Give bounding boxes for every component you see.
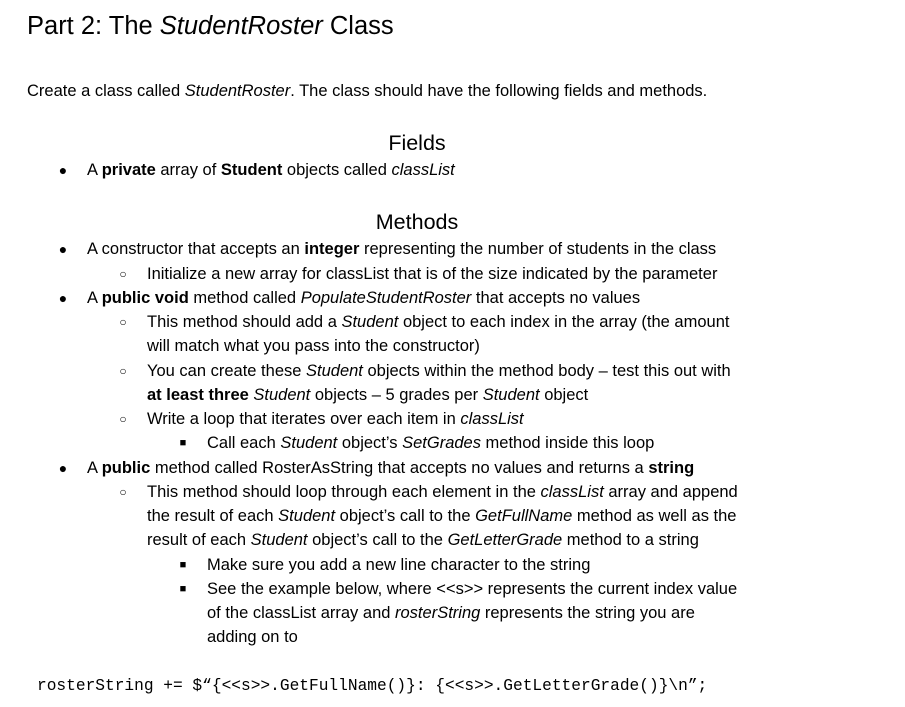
bullet-disc: ●	[58, 290, 68, 306]
roster-subsub2-line3: adding on to	[207, 628, 298, 646]
populate-sub2-line1: You can create these Student objects within the method body – test this out with	[147, 362, 731, 380]
method-constructor: A constructor that accepts an integer representing the number of students in the class	[87, 240, 717, 258]
bullet-circle: ○	[119, 364, 127, 378]
bullet-circle: ○	[119, 315, 127, 329]
intro-paragraph: Create a class called StudentRoster. The class should have the following fields and methods.	[27, 82, 708, 100]
method-constructor-sub: Initialize a new array for classList that is of the size indicated by the parameter	[147, 265, 718, 283]
bullet-square: ■	[179, 583, 187, 595]
bullet-disc: ●	[58, 162, 68, 178]
bullet-circle: ○	[119, 267, 127, 281]
bullet-disc: ●	[58, 460, 68, 476]
populate-sub1-line1: This method should add a Student object to each index in the array (the amount	[147, 313, 730, 331]
bullet-circle: ○	[119, 412, 127, 426]
roster-sub1-line3: result of each Student object’s call to the GetLetterGrade method to a string	[147, 531, 699, 549]
populate-sub1-line2: will match what you pass into the constructor)	[147, 337, 480, 355]
page-title: Part 2: The StudentRoster Class	[27, 12, 394, 40]
method-populate: A public void method called PopulateStudentRoster that accepts no values	[87, 289, 641, 307]
fields-heading: Fields	[388, 131, 446, 155]
roster-subsub1: Make sure you add a new line character to the string	[207, 556, 591, 574]
populate-sub2-line2: at least three Student objects – 5 grades per Student object	[147, 386, 589, 404]
methods-heading: Methods	[375, 210, 459, 234]
fields-item: A private array of Student objects called classList	[87, 161, 455, 179]
bullet-circle: ○	[119, 485, 127, 499]
roster-sub1-line1: This method should loop through each element in the classList array and append	[147, 483, 738, 501]
code-example: rosterString += $“{<<s>>.GetFullName()}: {<<s>>.GetLetterGrade()}\n”;	[37, 677, 708, 695]
bullet-square: ■	[179, 559, 187, 571]
method-roster-as-string: A public method called RosterAsString that accepts no values and returns a string	[87, 459, 695, 477]
populate-sub3: Write a loop that iterates over each item in classList	[147, 410, 524, 428]
roster-subsub2-line1: See the example below, where <<s>> represents the current index value	[207, 580, 738, 598]
bullet-disc: ●	[58, 241, 68, 257]
roster-subsub2-line2: of the classList array and rosterString represents the string you are	[207, 604, 695, 622]
bullet-square: ■	[179, 437, 187, 449]
populate-subsub1: Call each Student object’s SetGrades method inside this loop	[207, 434, 655, 452]
roster-sub1-line2: the result of each Student object’s call to the GetFullName method as well as the	[147, 507, 737, 525]
